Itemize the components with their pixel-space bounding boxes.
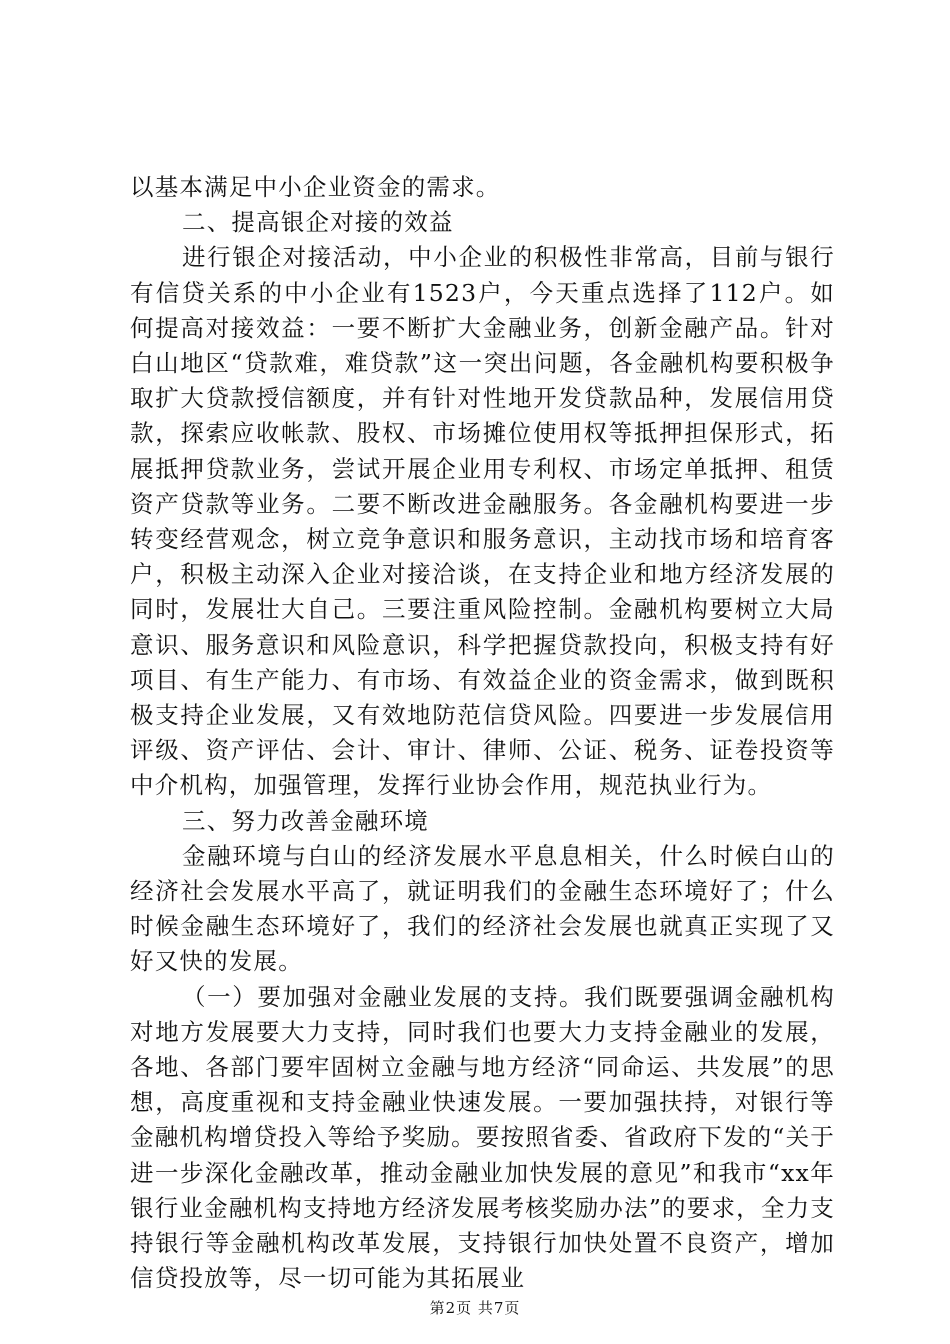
section-heading-2: 二、提高银企对接的效益 [182, 208, 454, 237]
section-heading-3: 三、努力改善金融环境 [182, 806, 429, 835]
paragraph-bank-enterprise: 进行银企对接活动，中小企业的积极性非常高，目前与银行有信贷关系的中小企业有1523户，今天重点选择了112户。如何提高对接效益：一要不断扩大金融业务，创新金融产品。针对白山地区“贷款难，难贷款”这一突出问题，各金融机构要积极争取扩大贷款授信额度，并有针对性地开发贷款品种，发展信用贷款，探索应收帐款、股权、市场摊位使用权等抵押担保形式，拓展抵押贷款业务，尝试开展企业用专利权、市场定单抵押、租赁资产贷款等业务。二要不断改进金融服务。各金融机构要进一步转变经营观念，树立竞争意识和服务意识，主动找市场和培育客户，积极主动深入企业对接洽谈，在支持企业和地方经济发展的同时，发展壮大自己。三要注重风险控制。金融机构要树立大局意识、服务意识和风险意识，科学把握贷款投向，积极支持有好项目、有生产能力、有市场、有效益企业的资金需求，做到既积极支持企业发展，又有效地防范信贷风险。四要进一步发展信用评级、资产评估、会计、审计、律师、公证、税务、证卷投资等中介机构，加强管理，发挥行业协会作用，规范执业行为。 [130, 243, 835, 800]
paragraph-financial-environment: 金融环境与白山的经济发展水平息息相关，什么时候白山的经济社会发展水平高了，就证明我们的金融生态环境好了；什么时候金融生态环境好了，我们的经济社会发展也就真正实现了又好又快的发展。 [130, 841, 835, 976]
paragraph-continuation: 以基本满足中小企业资金的需求。 [130, 173, 501, 201]
document-body [130, 170, 835, 1297]
page-number-footer: 第2页 共7页 [429, 1299, 521, 1317]
paragraph-support-finance: （一）要加强对金融业发展的支持。我们既要强调金融机构对地方发展要大力支持，同时我们也要大力支持金融业的发展，各地、各部门要牢固树立金融与地方经济“同命运、共发展”的思想，高度重视和支持金融业快速发展。一要加强扶持，对银行等金融机构增贷投入等给予奖励。要按照省委、省政府下发的“关于进一步深化金融改革，推动金融业加快发展的意见”和我市“xx年银行业金融机构支持地方经济发展考核奖励办法”的要求，全力支持银行等金融机构改革发展，支持银行加快处置不良资产，增加信贷投放等，尽一切可能为其拓展业 [130, 982, 835, 1293]
